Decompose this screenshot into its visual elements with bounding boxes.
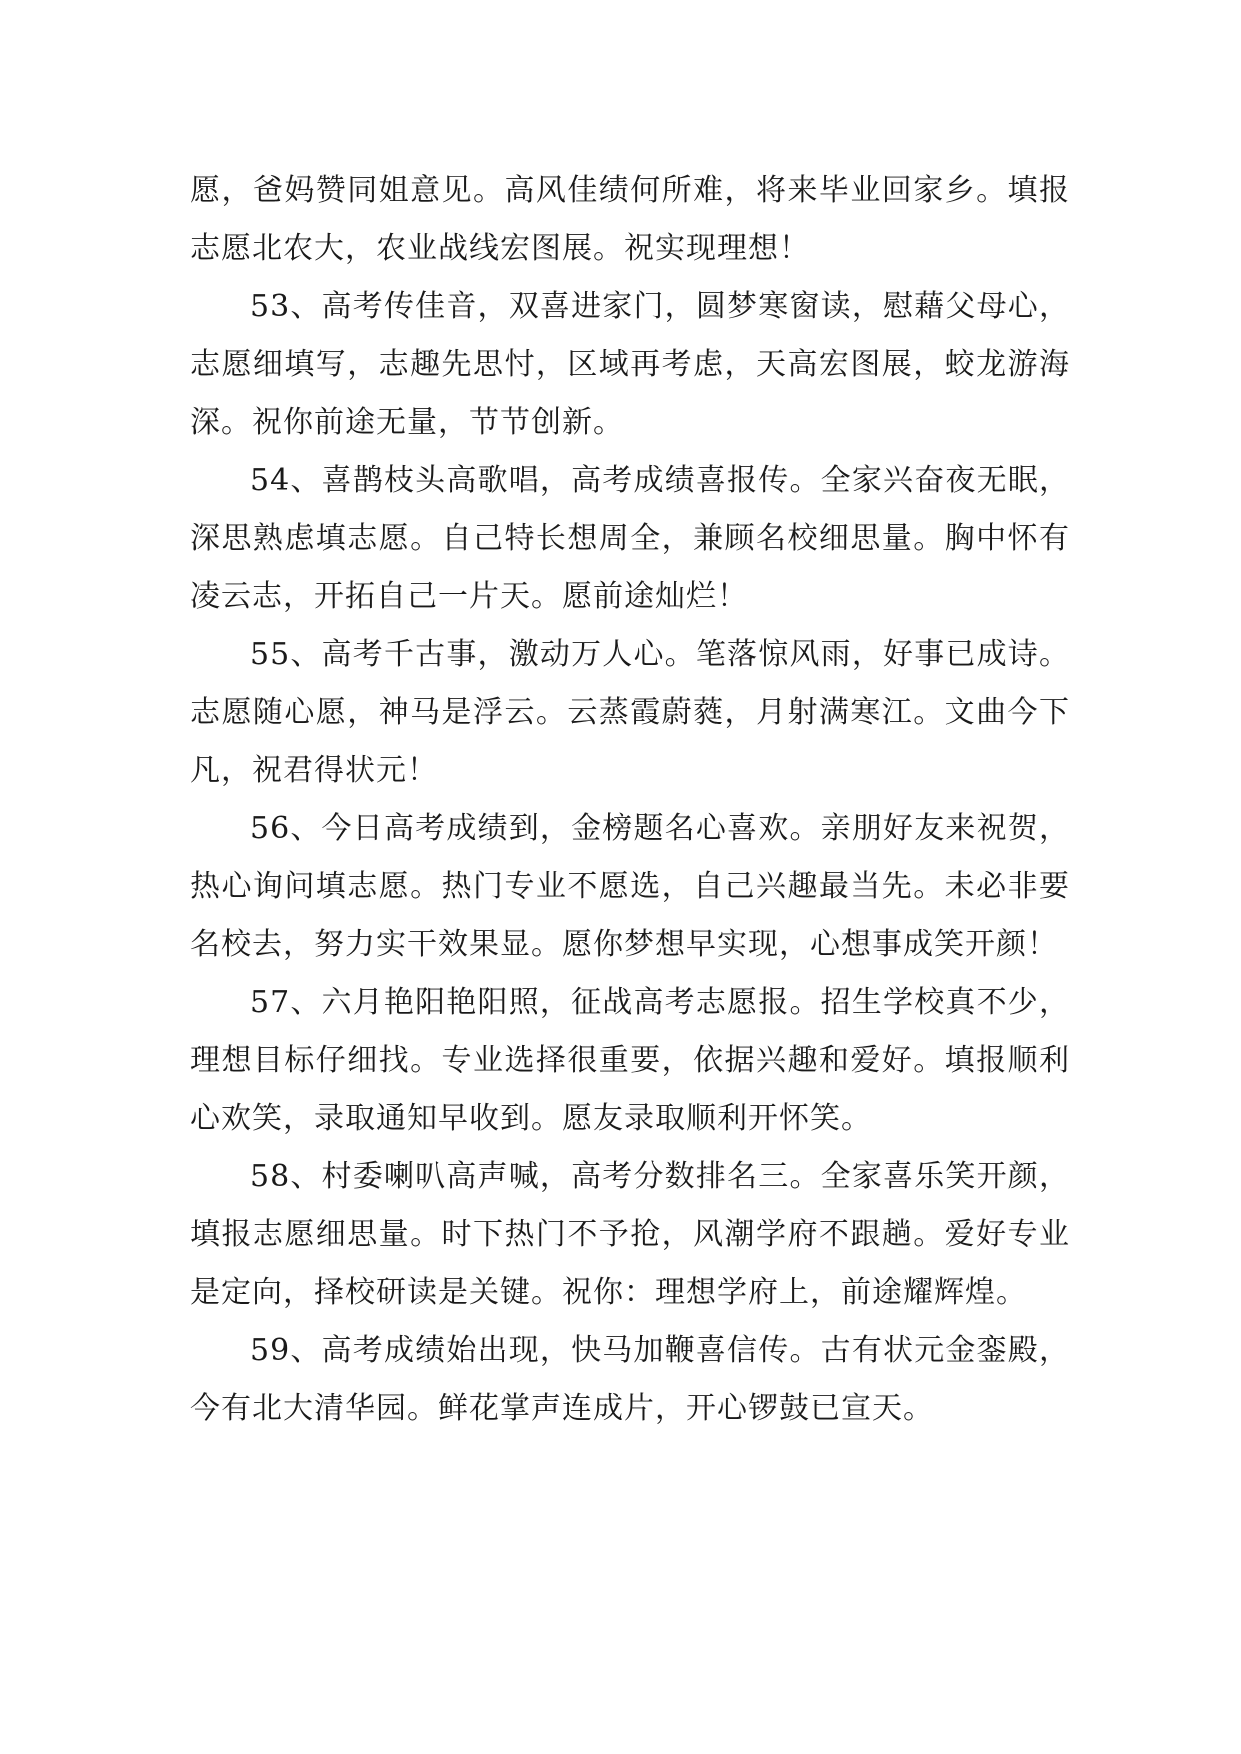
paragraph-continuation: 愿，爸妈赞同姐意见。高风佳绩何所难，将来毕业回家乡。填报志愿北农大，农业战线宏图展。祝实现理想！ (190, 173, 1070, 266)
paragraph-57: 57、六月艳阳艳阳照，征战高考志愿报。招生学校真不少，理想目标仔细找。专业选择很重要，依据兴趣和爱好。填报顺利心欢笑，录取通知早收到。愿友录取顺利开怀笑。 (190, 985, 1070, 1136)
body-text (190, 162, 1070, 1438)
paragraph-53: 53、高考传佳音，双喜进家门，圆梦寒窗读，慰藉父母心，志愿细填写，志趣先思忖，区域再考虑，天高宏图展，蛟龙游海深。祝你前途无量，节节创新。 (190, 289, 1070, 440)
paragraph-58: 58、村委喇叭高声喊，高考分数排名三。全家喜乐笑开颜，填报志愿细思量。时下热门不予抢，风潮学府不跟趟。爱好专业是定向，择校研读是关键。祝你：理想学府上，前途耀辉煌。 (190, 1159, 1070, 1310)
paragraph-54: 54、喜鹊枝头高歌唱，高考成绩喜报传。全家兴奋夜无眠，深思熟虑填志愿。自己特长想周全，兼顾名校细思量。胸中怀有凌云志，开拓自己一片天。愿前途灿烂！ (190, 463, 1070, 614)
paragraph-56: 56、今日高考成绩到，金榜题名心喜欢。亲朋好友来祝贺，热心询问填志愿。热门专业不愿选，自己兴趣最当先。未必非要名校去，努力实干效果显。愿你梦想早实现，心想事成笑开颜！ (190, 811, 1070, 962)
paragraph-55: 55、高考千古事，激动万人心。笔落惊风雨，好事已成诗。志愿随心愿，神马是浮云。云蒸霞蔚蕤，月射满寒江。文曲今下凡，祝君得状元！ (190, 637, 1070, 788)
paragraph-59: 59、高考成绩始出现，快马加鞭喜信传。古有状元金銮殿，今有北大清华园。鲜花掌声连成片，开心锣鼓已宣天。 (190, 1333, 1070, 1426)
